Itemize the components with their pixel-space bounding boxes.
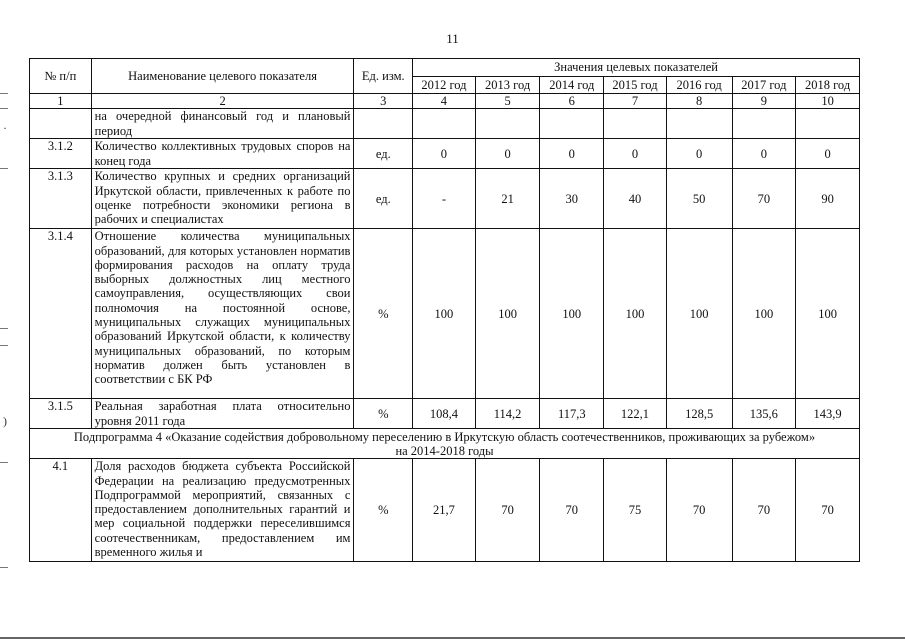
table-row [30, 229, 860, 399]
row-value: 135,6 [732, 399, 796, 429]
margin-tick [0, 328, 8, 329]
row-value: 100 [796, 229, 860, 399]
row-value: 70 [475, 459, 540, 562]
indicator-name: Количество коллективных трудовых споров на конец года [91, 139, 354, 169]
header-num: № п/п [30, 59, 92, 94]
column-index: 10 [796, 94, 860, 109]
indicator-name: Отношение количества муниципальных образований, для которых установлен норматив формирования расходов на оплату труда выборных должностных лиц местного самоуправления, осуществляющих свои полномочия на постоянной основе, муниципальных служащих муниципальных образований Иркутской области, к количеству муниципальных образований, по которым норматив должен быть установлен в соответствии с БК РФ [91, 229, 354, 399]
row-value: 90 [796, 169, 860, 229]
row-value: 0 [666, 139, 732, 169]
row-number: 3.1.5 [30, 399, 92, 429]
column-index: 8 [666, 94, 732, 109]
header-year: 2015 год [604, 77, 667, 94]
margin-tick [0, 93, 8, 94]
column-index: 1 [30, 94, 92, 109]
row-value: 40 [604, 169, 667, 229]
row-value: 30 [540, 169, 604, 229]
row-value: 100 [540, 229, 604, 399]
row-value: 21,7 [413, 459, 476, 562]
header-year: 2018 год [796, 77, 860, 94]
table-row [30, 139, 860, 169]
indicator-name: Доля расходов бюджета субъекта Российской Федерации на реализацию предусмотренных Подпрограммой мероприятий, связанных с предоставлением дополнительных гарантий и мер социальной поддержки переселившимся соотечественникам, предоставлением им временного жилья и [91, 459, 354, 562]
column-index-row [30, 94, 860, 109]
margin-tick [0, 345, 8, 346]
row-value: 0 [604, 139, 667, 169]
row-value: 0 [540, 139, 604, 169]
column-index: 9 [732, 94, 796, 109]
header-year: 2017 год [732, 77, 796, 94]
subprogram-period: на 2014-2018 годы [395, 443, 494, 458]
row-value: 108,4 [413, 399, 476, 429]
header-values: Значения целевых показателей [413, 59, 860, 77]
column-index: 6 [540, 94, 604, 109]
row-value [604, 109, 667, 139]
header-year: 2016 год [666, 77, 732, 94]
row-value: 0 [475, 139, 540, 169]
table-row [30, 169, 860, 229]
header-name: Наименование целевого показателя [91, 59, 354, 94]
row-number: 3.1.4 [30, 229, 92, 399]
row-value: - [413, 169, 476, 229]
header-unit: Ед. изм. [354, 59, 413, 94]
row-value: 70 [540, 459, 604, 562]
margin-tick [0, 567, 8, 568]
row-value: 50 [666, 169, 732, 229]
subprogram-heading [30, 429, 860, 459]
indicator-name: Количество крупных и средних организаций Иркутской области, привлеченных к работе по оценке потребности экономики региона в рабочих и специалистах [91, 169, 354, 229]
row-value: 100 [413, 229, 476, 399]
margin-tick [0, 108, 8, 109]
row-value: 100 [475, 229, 540, 399]
indicator-name: Реальная заработная плата относительно уровня 2011 года [91, 399, 354, 429]
row-value: 0 [413, 139, 476, 169]
row-unit: % [354, 459, 413, 562]
row-unit [354, 109, 413, 139]
header-year: 2014 год [540, 77, 604, 94]
header-year: 2013 год [475, 77, 540, 94]
row-value: 100 [732, 229, 796, 399]
row-value: 70 [732, 169, 796, 229]
row-value: 143,9 [796, 399, 860, 429]
row-unit: ед. [354, 139, 413, 169]
table-row [30, 109, 860, 139]
row-value: 70 [666, 459, 732, 562]
row-value: 128,5 [666, 399, 732, 429]
header-row [30, 59, 860, 77]
row-unit: % [354, 229, 413, 399]
row-value: 0 [732, 139, 796, 169]
row-value: 114,2 [475, 399, 540, 429]
subprogram-row [30, 429, 860, 459]
row-value [540, 109, 604, 139]
column-index: 2 [91, 94, 354, 109]
target-indicators-table [29, 58, 860, 562]
margin-tick [0, 462, 8, 463]
row-value: 0 [796, 139, 860, 169]
row-number: 4.1 [30, 459, 92, 562]
row-unit: % [354, 399, 413, 429]
indicator-name: на очередной финансовый год и плановый период [91, 109, 354, 139]
subprogram-title: Подпрограмма 4 «Оказание содействия добровольному переселению в Иркутскую область соотечественников, проживающих за рубежом» [73, 429, 816, 444]
row-number [30, 109, 92, 139]
row-value: 122,1 [604, 399, 667, 429]
row-value [796, 109, 860, 139]
row-value: 75 [604, 459, 667, 562]
table-row [30, 399, 860, 429]
row-unit: ед. [354, 169, 413, 229]
margin-dot: ) [3, 414, 7, 428]
row-value [413, 109, 476, 139]
margin-dot: · [3, 121, 7, 135]
header-year: 2012 год [413, 77, 476, 94]
column-index: 4 [413, 94, 476, 109]
row-value: 117,3 [540, 399, 604, 429]
row-value: 100 [666, 229, 732, 399]
table-row [30, 459, 860, 562]
row-number: 3.1.2 [30, 139, 92, 169]
column-index: 3 [354, 94, 413, 109]
row-value [666, 109, 732, 139]
row-number: 3.1.3 [30, 169, 92, 229]
row-value: 21 [475, 169, 540, 229]
column-index: 7 [604, 94, 667, 109]
row-value: 100 [604, 229, 667, 399]
row-value [732, 109, 796, 139]
page-number: 11 [446, 31, 459, 46]
margin-tick [0, 168, 8, 169]
row-value: 70 [732, 459, 796, 562]
column-index: 5 [475, 94, 540, 109]
row-value [475, 109, 540, 139]
row-value: 70 [796, 459, 860, 562]
bottom-rule [0, 637, 905, 639]
